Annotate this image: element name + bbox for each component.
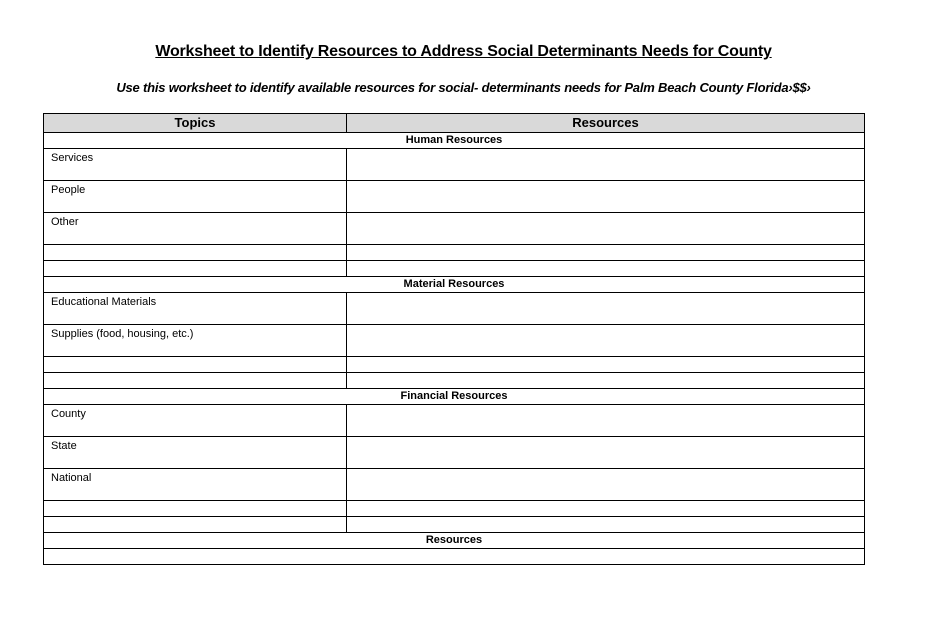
blank-resource-cell[interactable] [347,357,865,373]
resource-entry-cell[interactable] [347,405,865,437]
section-title-material-resources: Material Resources [44,277,865,293]
topic-cell-educational-materials: Educational Materials [44,293,347,325]
table-row [44,149,865,181]
table-row [44,213,865,245]
section-row-material-resources [44,277,865,293]
header-row [44,114,865,133]
blank-topic-cell[interactable] [44,261,347,277]
topic-cell-other: Other [44,213,347,245]
resources-column-header: Resources [347,114,865,133]
section-title-human-resources: Human Resources [44,133,865,149]
blank-resource-cell[interactable] [347,517,865,533]
blank-resource-cell[interactable] [347,245,865,261]
topic-cell-county: County [44,405,347,437]
section-row-human-resources [44,133,865,149]
blank-row [44,501,865,517]
topics-column-header: Topics [44,114,347,133]
worksheet-instructions: Use this worksheet to identify available resources for social- determinants needs for Palm Beach County Florida›$$› [116,80,811,95]
table-row [44,293,865,325]
topic-cell-services: Services [44,149,347,181]
resource-entry-cell[interactable] [347,181,865,213]
blank-row [44,517,865,533]
worksheet-title: Worksheet to Identify Resources to Address Social Determinants Needs for County [155,43,772,60]
table-row [44,469,865,501]
blank-topic-cell[interactable] [44,373,347,389]
table-row [44,437,865,469]
blank-resource-cell[interactable] [347,373,865,389]
resource-entry-cell[interactable] [347,293,865,325]
blank-resources-cell[interactable] [44,549,865,565]
table-row [44,405,865,437]
blank-row [44,261,865,277]
blank-topic-cell[interactable] [44,517,347,533]
blank-row [44,357,865,373]
blank-topic-cell[interactable] [44,501,347,517]
blank-row [44,373,865,389]
table-row [44,181,865,213]
section-row-resources [44,533,865,549]
topic-cell-supplies: Supplies (food, housing, etc.) [44,325,347,357]
topic-cell-people: People [44,181,347,213]
topic-cell-state: State [44,437,347,469]
section-row-financial-resources [44,389,865,405]
blank-row [44,549,865,565]
resource-entry-cell[interactable] [347,213,865,245]
section-title-financial-resources: Financial Resources [44,389,865,405]
resource-entry-cell[interactable] [347,437,865,469]
blank-topic-cell[interactable] [44,357,347,373]
topic-cell-national: National [44,469,347,501]
blank-topic-cell[interactable] [44,245,347,261]
blank-resource-cell[interactable] [347,501,865,517]
blank-resource-cell[interactable] [347,261,865,277]
resource-entry-cell[interactable] [347,149,865,181]
resource-entry-cell[interactable] [347,325,865,357]
resources-worksheet-table [43,113,865,565]
resource-entry-cell[interactable] [347,469,865,501]
blank-row [44,245,865,261]
table-row [44,325,865,357]
section-title-resources: Resources [44,533,865,549]
